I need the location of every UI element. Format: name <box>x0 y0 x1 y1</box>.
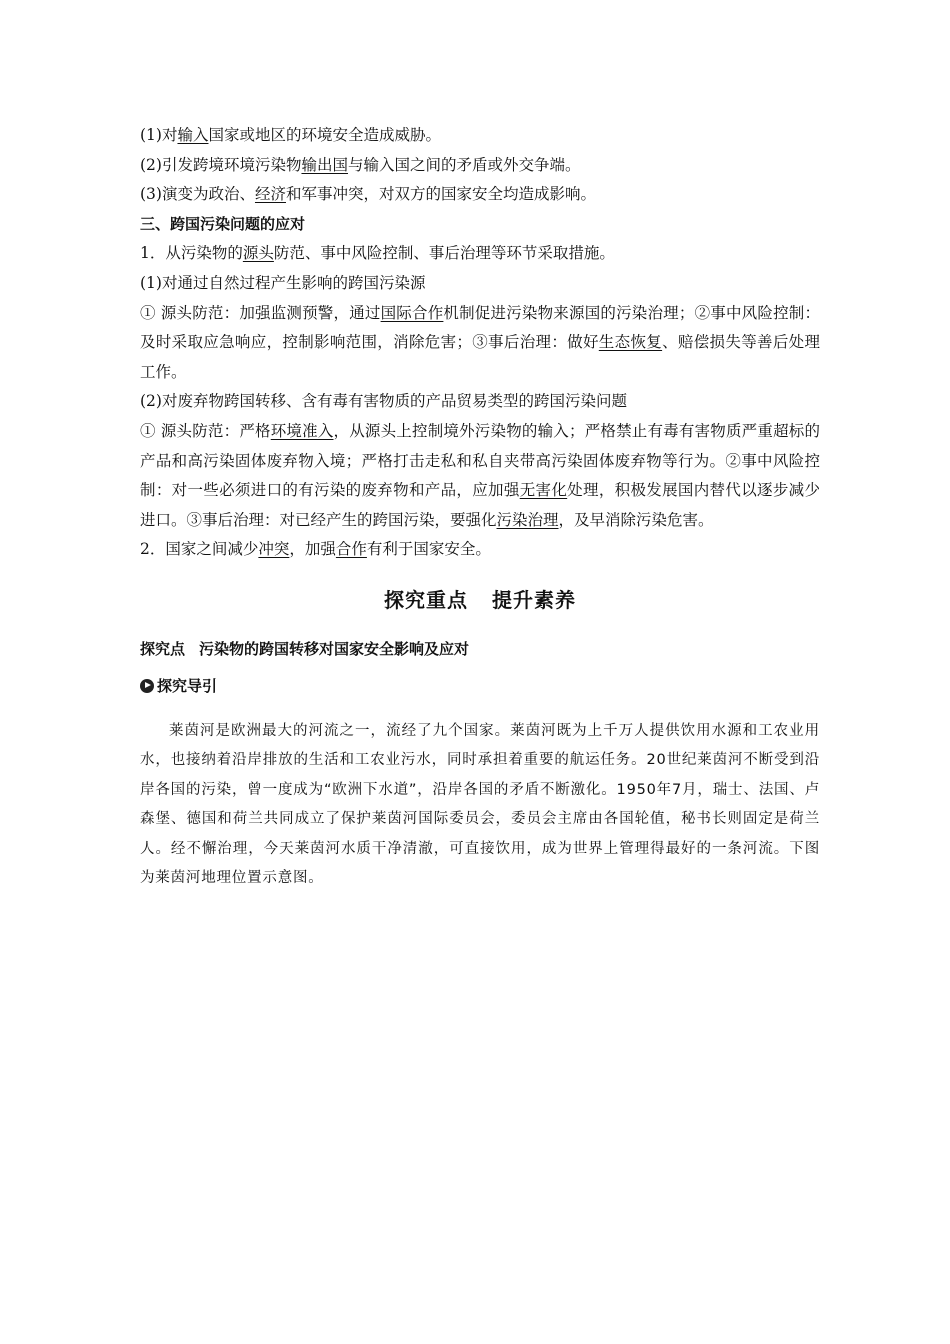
sub-1-body: ① 源头防范：加强监测预警，通过国际合作机制促进污染物来源国的污染治理；②事中风险控制：及时采取应急响应，控制影响范围，消除危害；③事后治理：做好生态恢复、赔偿损失等善后处理工作。 <box>140 303 820 381</box>
sub-2-body: ① 源头防范：严格环境准入，从源头上控制境外污染物的输入；严格禁止有毒有害物质严重超标的产品和高污染固体废弃物入境；严格打击走私和私自夹带高污染固体废弃物等行为。②事中风险控制：对一些必须进口的有污染的废弃物和产品，应加强无害化处理，积极发展国内替代以逐步减少进口。③事后治理：对已经产生的跨国污染，要强化污染治理，及早消除污染危害。 <box>140 421 820 529</box>
heading-response: 三、跨国污染问题的应对 <box>140 214 306 233</box>
blank-answer: 环境准入 <box>270 421 334 440</box>
blank-answer: 经济 <box>254 185 286 204</box>
blank-answer: 国际合作 <box>380 303 444 322</box>
impact-item-2: (2)引发跨境环境污染物输出国与输入国之间的矛盾或外交争端。 <box>140 155 581 174</box>
rhine-passage: 莱茵河是欧洲最大的河流之一，流经了九个国家。莱茵河既为上千万人提供饮用水源和工农业用水，也接纳着沿岸排放的生活和工农业污水，同时承担着重要的航运任务。20世纪莱茵河不断受到沿岸各国的污染，曾一度成为“欧洲下水道”，沿岸各国的矛盾不断激化。1950年7月，瑞士、法国、卢森堡、德国和荷兰共同成立了保护莱茵河国际委员会，委员会主席由各国轮值，秘书长则固定是荷兰人。经不懈治理，今天莱茵河水质干净清澈，可直接饮用，成为世界上管理得最好的一条河流。下图为莱茵河地理位置示意图。 <box>140 722 820 887</box>
impact-item-1: (1)对输入国家或地区的环境安全造成威胁。 <box>140 126 441 144</box>
blank-answer: 合作 <box>335 540 367 559</box>
explore-guide-heading: 探究导引 <box>140 673 820 699</box>
blank-answer: 输入 <box>177 126 209 144</box>
point-2: 2．国家之间减少冲突，加强合作有利于国家安全。 <box>140 540 491 559</box>
impact-item-3: (3)演变为政治、经济和军事冲突，对双方的国家安全均造成影响。 <box>140 185 596 204</box>
play-circle-icon <box>140 679 154 693</box>
explore-point-title: 探究点 污染物的跨国转移对国家安全影响及应对 <box>140 639 470 658</box>
blank-answer: 冲突 <box>258 540 290 559</box>
sub-1-title: (1)对通过自然过程产生影响的跨国污染源 <box>140 273 426 292</box>
blank-answer: 源头 <box>242 244 274 263</box>
document-page <box>140 121 820 894</box>
blank-answer: 生态恢复 <box>598 333 663 352</box>
blank-answer: 输出国 <box>301 155 348 174</box>
point-1: 1．从污染物的源头防范、事中风险控制、事后治理等环节采取措施。 <box>140 244 615 263</box>
blank-answer: 污染治理 <box>496 510 559 529</box>
section-title: 探究重点 提升素养 <box>384 587 576 612</box>
sub-2-title: (2)对废弃物跨国转移、含有毒有害物质的产品贸易类型的跨国污染问题 <box>140 392 627 411</box>
blank-answer: 无害化 <box>519 481 568 500</box>
